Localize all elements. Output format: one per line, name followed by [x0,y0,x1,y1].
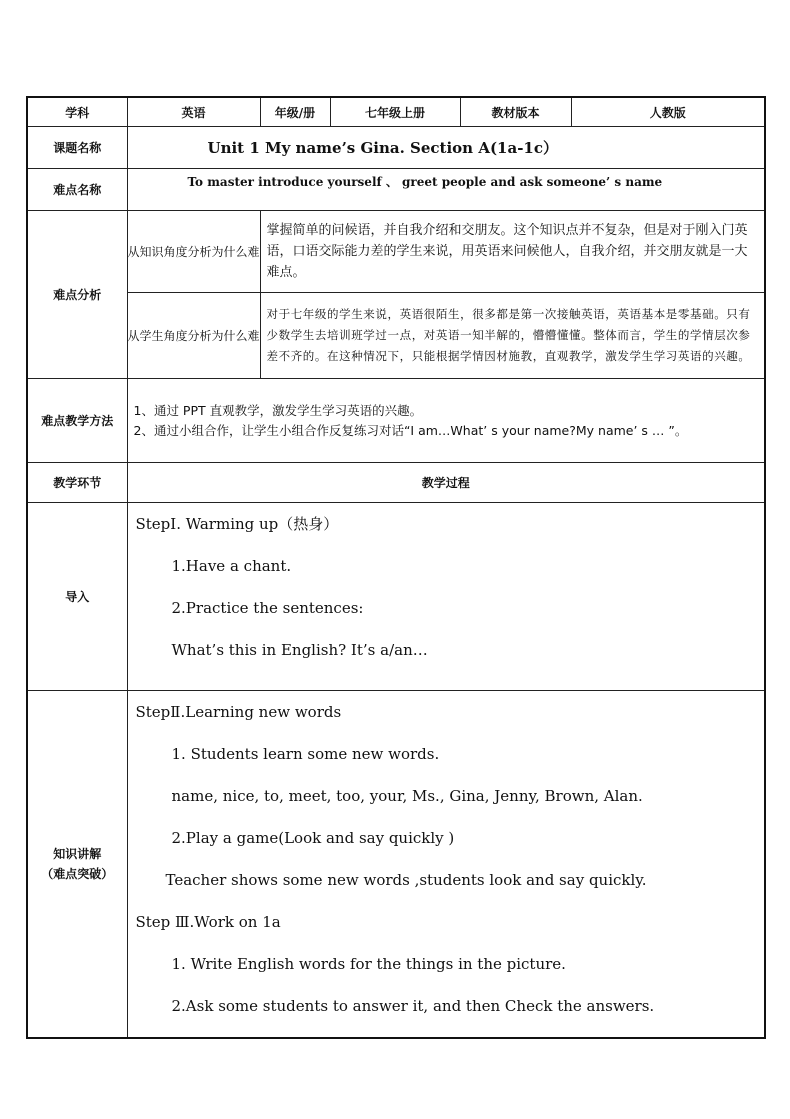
difficulty-row [27,169,765,211]
intro-item-1: 1.Have a chant. [171,557,292,575]
step-3-item-1: 1. Write English words for the things in the picture. [171,955,566,973]
student-angle-label: 从学生角度分析为什么难 [127,293,260,379]
knowledge-label [27,691,127,1039]
subject-value: 英语 [127,97,260,127]
student-angle-text: 对于七年级的学生来说，英语很陌生，很多都是第一次接触英语，英语基本是零基础。只有少数学生去培训班学过一点，对英语一知半解的，懵懵懂懂。整体而言，学生的学情层次参差不齐的。在这种情况下，只能根据学情因材施教，直观教学，激发学生学习英语的兴趣。 [260,293,765,379]
process-header-row [27,463,765,503]
knowledge-angle-label: 从知识角度分析为什么难 [127,211,260,293]
knowledge-label-line-1: 知识讲解 [53,847,102,861]
step-2-item-2: name, nice, to, meet, too, your, Ms., Gina, Jenny, Brown, Alan. [171,787,643,805]
difficulty-label: 难点名称 [27,169,127,211]
method-label: 难点教学方法 [27,379,127,463]
step-2-item-1: 1. Students learn some new words. [171,745,440,763]
stage-label: 教学环节 [27,463,127,503]
step-2-item-4: Teacher shows some new words ,students look and say quickly. [165,871,647,889]
knowledge-content [127,691,765,1039]
lesson-title: Unit 1 My name’s Gina. Section A(1a-1c） [127,127,765,169]
method-line-1: 1、通过 PPT 直观教学，激发学生学习英语的兴趣。 [133,402,423,418]
lesson-title-label: 课题名称 [27,127,127,169]
knowledge-angle-text: 掌握简单的问候语，并自我介绍和交朋友。这个知识点并不复杂，但是对于刚入门英语，口语交际能力差的学生来说，用英语来问候他人，自我介绍，并交朋友就是一大难点。 [260,211,765,293]
intro-row [27,503,765,691]
lesson-plan-table [26,96,764,1039]
method-row [27,379,765,463]
edition-label: 教材版本 [460,97,571,127]
analysis-student-row [27,293,765,379]
method-line-2: 2、通过小组合作，让学生小组合作反复练习对话“I am…What’ s your name?My name’ s … ”。 [133,422,688,438]
step-3-item-2: 2.Ask some students to answer it, and then Check the answers. [171,997,655,1015]
lesson-title-row [27,127,765,169]
intro-item-2: 2.Practice the sentences: [171,599,364,617]
intro-label: 导入 [27,503,127,691]
header-row [27,97,765,127]
step-2-item-3: 2.Play a game(Look and say quickly ) [171,829,455,847]
subject-label: 学科 [27,97,127,127]
intro-content [127,503,765,691]
step-3-title: Step Ⅲ.Work on 1a [135,913,281,931]
edition-value: 人教版 [571,97,765,127]
step-2-title: StepⅡ.Learning new words [135,703,342,721]
knowledge-label-line-2: （难点突破） [41,867,114,881]
analysis-knowledge-row [27,211,765,293]
difficulty-value: To master introduce yourself 、 greet people and ask someone’ s name [127,169,765,211]
knowledge-row [27,691,765,1039]
intro-item-3: What’s this in English? It’s a/an… [171,641,428,659]
method-content [127,379,765,463]
intro-step: StepⅠ. Warming up（热身） [135,515,339,533]
grade-value: 七年级上册 [330,97,460,127]
grade-label: 年级/册 [260,97,330,127]
analysis-label: 难点分析 [27,211,127,379]
process-label: 教学过程 [127,463,765,503]
